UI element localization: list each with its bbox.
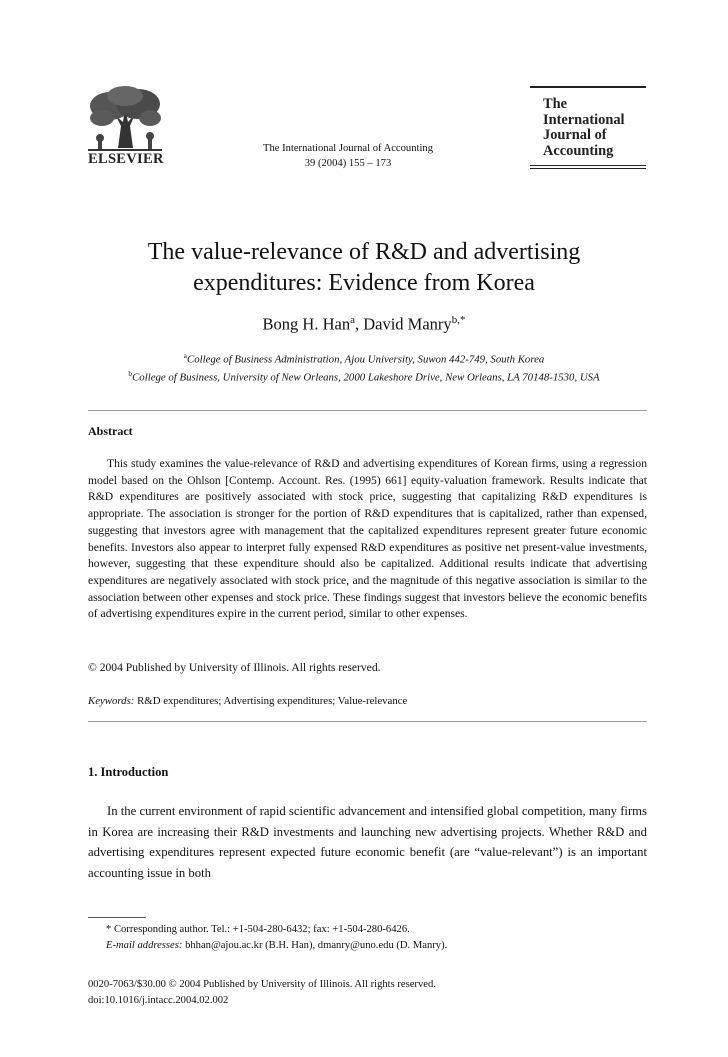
author-list — [60, 314, 668, 335]
paper-title — [60, 237, 668, 299]
brand-line: International — [543, 111, 625, 128]
abstract-body — [88, 456, 647, 623]
affiliation — [60, 351, 668, 366]
brand-line: The — [543, 96, 567, 112]
divider — [88, 721, 647, 722]
brand-rule — [530, 168, 646, 169]
keywords — [88, 695, 407, 707]
brand-rule — [530, 165, 646, 166]
footnote-email — [106, 940, 447, 951]
abstract-text: This study examines the value-relevance of R&D and advertising expenditures of Korean firms, using a regression model based on the Ohlson [Contemp. Account. Res. (1995) 661] equity-valuation framework. Results indicate that R&D expenditures are positively associated with stock price, suggesting that capitalizing R&D expenditures is appropriate. The association is stronger for the portion of R&D expenditures that is capitalized, rather than expensed, suggesting that investors agree with management that the capitalized expenditures represent greater future economic benefits. Investors also appear to interpret fully expensed R&D expenditures as positive net present-value investments, however, suggesting that these expenditure should also be capitalized. Additional results indicate that advertising expenditures are negatively associated with stock price, and the magnitude of this negative association is similar to the association between other expenses and stock price. These findings suggest that investors believe the economic benefits of advertising expenditures expire in the current period, similar to other expenses. — [88, 457, 647, 621]
section-heading: 1. Introduction — [88, 765, 169, 779]
publisher-name: ELSEVIER — [88, 151, 164, 167]
author-separator: , — [354, 314, 364, 334]
affiliation-mark: b — [128, 369, 133, 378]
brand-line: Journal of — [543, 127, 607, 143]
affiliation — [60, 369, 668, 384]
keywords-label: Keywords: — [88, 695, 135, 707]
journal-brand — [530, 86, 646, 169]
footnote-corresponding: * Corresponding author. Tel.: +1-504-280-6432; fax: +1-504-280-6426. — [106, 924, 410, 935]
doi-line: doi:10.1016/j.intacc.2004.02.002 — [88, 995, 229, 1006]
affiliation-mark: a — [183, 351, 188, 360]
affiliation-text: College of Business, University of New Orleans, 2000 Lakeshore Drive, New Orleans, LA 70148-1530, USA — [132, 371, 600, 384]
title-line: expenditures: Evidence from Korea — [193, 270, 535, 296]
affiliation-text: College of Business Administration, Ajou University, Suwon 442-749, South Korea — [187, 353, 545, 366]
email-label: E-mail addresses: — [106, 940, 183, 951]
journal-citation — [230, 141, 466, 171]
abstract-heading: Abstract — [88, 424, 133, 438]
journal-volume: 39 (2004) 155 – 173 — [304, 158, 392, 169]
brand-line: Accounting — [543, 142, 614, 159]
section-paragraph: In the current environment of rapid scientific advancement and intensified global competition, many firms in Korea are increasing their R&D investments and launching new advertising projects. Whether R&D and advertising expenditures represent expected future economic benefit (are “value-relevant”) is an important accounting issue in both — [88, 804, 647, 880]
email-text: bhhan@ajou.ac.kr (B.H. Han), dmanry@uno.edu (D. Manry). — [185, 940, 448, 951]
tree-icon — [88, 86, 162, 152]
journal-name: The International Journal of Accounting — [262, 143, 434, 154]
author-mark: a — [350, 314, 355, 326]
author-name: David Manry — [363, 314, 452, 334]
footnote-rule — [88, 917, 146, 918]
brand-title — [530, 88, 646, 162]
author-mark: b,* — [451, 314, 466, 326]
abstract-copyright: © 2004 Published by University of Illinois. All rights reserved. — [88, 661, 381, 674]
title-line: The value-relevance of R&D and advertising — [147, 239, 581, 265]
author-name: Bong H. Han — [262, 314, 351, 334]
divider — [88, 410, 647, 411]
section-body — [88, 801, 647, 883]
elsevier-logo — [88, 86, 162, 168]
issn-line: 0020-7063/$30.00 © 2004 Published by University of Illinois. All rights reserved. — [88, 979, 436, 990]
keywords-text: R&D expenditures; Advertising expenditures; Value-relevance — [137, 695, 408, 707]
